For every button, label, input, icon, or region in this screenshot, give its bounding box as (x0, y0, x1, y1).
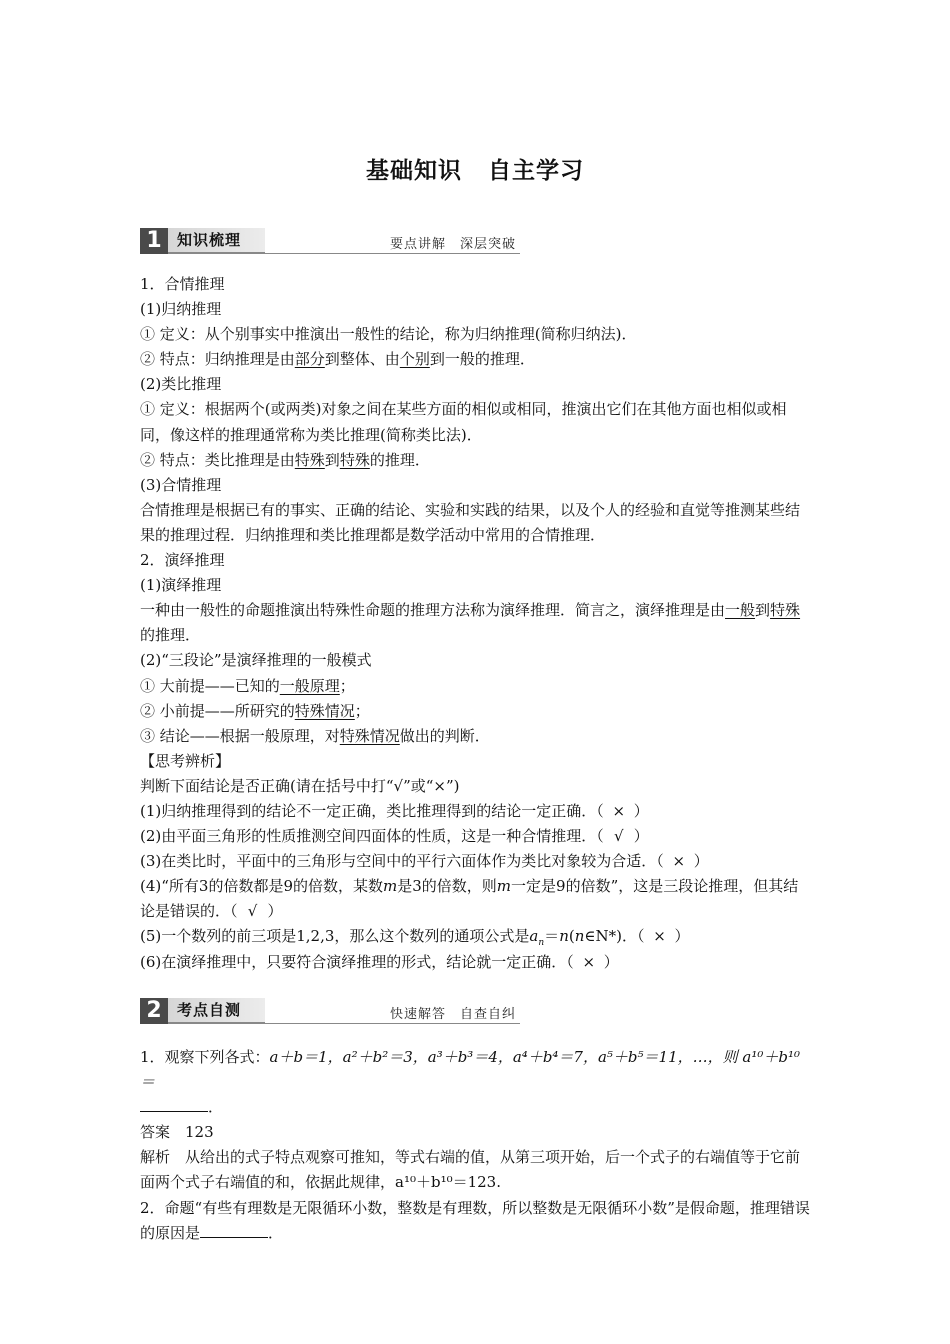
answer: 答案 123 (140, 1123, 214, 1142)
answer-blank (140, 1097, 208, 1112)
judgement-mark: × (672, 852, 686, 871)
underlined-term: 一般 (725, 601, 756, 620)
judgement-item: (3)在类比时，平面中的三角形与空间中的平行六面体作为类比对象较为合适．（ × ） (140, 849, 812, 874)
line: ① 定义：从个别事实中推演出一般性的结论，称为归纳推理(简称归纳法)． (140, 325, 637, 344)
line: ② 特点：归纳推理是由部分到整体、由个别到一般的推理． (140, 350, 535, 369)
section-rule (264, 1023, 520, 1024)
judgement-item: (2)由平面三角形的性质推测空间四面体的性质，这是一种合情推理．（ √ ） (140, 824, 812, 849)
section-subtitle: 要点讲解 深层突破 (389, 237, 516, 252)
line: ② 特点：类比推理是由特殊到特殊的推理． (140, 450, 430, 469)
section-number: 1 (140, 228, 168, 254)
explanation: 解析 从给出的式子特点观察可推知，等式右端的值，从第三项开始，后一个式子的右端值等于它前面两个式子右端值的和，依据此规律，a¹⁰＋b¹⁰＝123. (140, 1148, 801, 1192)
line: 1．合情推理 (140, 275, 225, 293)
judgement-item: (1)归纳推理得到的结论不一定正确，类比推理得到的结论一定正确．（ × ） (140, 799, 812, 824)
line: ① 定义：根据两个(或两类)对象之间在某些方面的相似或相同，推演出它们在其他方面也相似或相同，像这样的推理通常称为类比推理(简称类比法)． (140, 400, 787, 444)
underlined-term: 部分 (294, 350, 325, 369)
judgement-mark: × (582, 952, 596, 971)
line: 一种由一般性的命题推演出特殊性命题的推理方法称为演绎推理．简言之，演绎推理是由一般到特殊的推理． (140, 601, 801, 645)
underlined-term: 特殊情况 (294, 701, 355, 720)
knowledge-body (140, 272, 812, 975)
problem-1-blank: ． (140, 1095, 812, 1120)
section-number: 2 (140, 998, 168, 1024)
judgement-item: (4)“所有3的倍数都是9的倍数，某数m是3的倍数，则m一定是9的倍数”，这是三段论推理，但其结论是错误的．（ √ ） (140, 874, 812, 924)
line: 2．演绎推理 (140, 551, 225, 570)
title-left: 基础知识 (366, 158, 462, 184)
judgement-mark: √ (613, 827, 624, 846)
title-right: 自主学习 (488, 158, 584, 184)
section-header-knowledge (140, 228, 520, 254)
equation: a＋b＝1，a²＋b²＝3，a³＋b³＝4，a⁴＋b⁴＝7，a⁵＋b⁵＝11，…，则 a¹⁰＋b¹⁰＝ (140, 1048, 801, 1092)
answer-blank (200, 1223, 268, 1238)
section-header-selftest (140, 998, 520, 1024)
line: (2)“三段论”是演绎推理的一般模式 (140, 651, 372, 670)
underlined-term: 特殊情况 (339, 726, 400, 745)
judgement-item: (6)在演绎推理中，只要符合演绎推理的形式，结论就一定正确．（ × ） (140, 950, 812, 975)
underlined-term: 一般原理 (279, 676, 340, 695)
selftest-body (140, 1045, 812, 1246)
line: (1)演绎推理 (140, 576, 222, 595)
line: ② 小前提——所研究的特殊情况； (140, 701, 370, 720)
think-heading: 【思考辨析】 (140, 751, 231, 770)
section-label: 考点自测 (168, 998, 265, 1024)
judgement-item: (5)一个数列的前三项是1,2,3，那么这个数列的通项公式是$a_n=n(n\in N*)$．（ × ） (140, 924, 812, 949)
line: 判断下面结论是否正确(请在括号中打“√”或“×”) (140, 776, 460, 795)
underlined-term: 特殊 (339, 450, 370, 469)
line: (3)合情推理 (140, 475, 222, 494)
section-label: 知识梳理 (168, 228, 265, 254)
problem-2: 2．命题“有些有理数是无限循环小数，整数是有理数，所以整数是无限循环小数”是假命题，推理错误的原因是 ． (140, 1198, 810, 1242)
section-rule (264, 253, 520, 254)
underlined-term: 个别 (399, 350, 430, 369)
line: ③ 结论——根据一般原理，对特殊情况做出的判断． (140, 726, 490, 745)
judgement-mark: × (653, 927, 666, 946)
section-subtitle: 快速解答 自查自纠 (389, 1007, 516, 1022)
underlined-term: 特殊 (294, 450, 325, 469)
judgement-mark: × (612, 801, 626, 820)
line: 合情推理是根据已有的事实、正确的结论、实验和实践的结果，以及个人的经验和直觉等推测某些结果的推理过程．归纳推理和类比推理都是数学活动中常用的合情推理． (140, 500, 801, 544)
line: ① 大前提——已知的一般原理； (140, 676, 355, 695)
problem-1: 1．观察下列各式：a＋b＝1，a²＋b²＝3，a³＋b³＝4，a⁴＋b⁴＝7，a⁵＋b⁵＝11，…，则 a¹⁰＋b¹⁰＝ (140, 1048, 801, 1092)
line: (2)类比推理 (140, 375, 222, 394)
underlined-term: 特殊 (770, 601, 801, 620)
line: (1)归纳推理 (140, 300, 222, 319)
page-title (0, 152, 950, 185)
judgement-mark: √ (247, 902, 258, 921)
